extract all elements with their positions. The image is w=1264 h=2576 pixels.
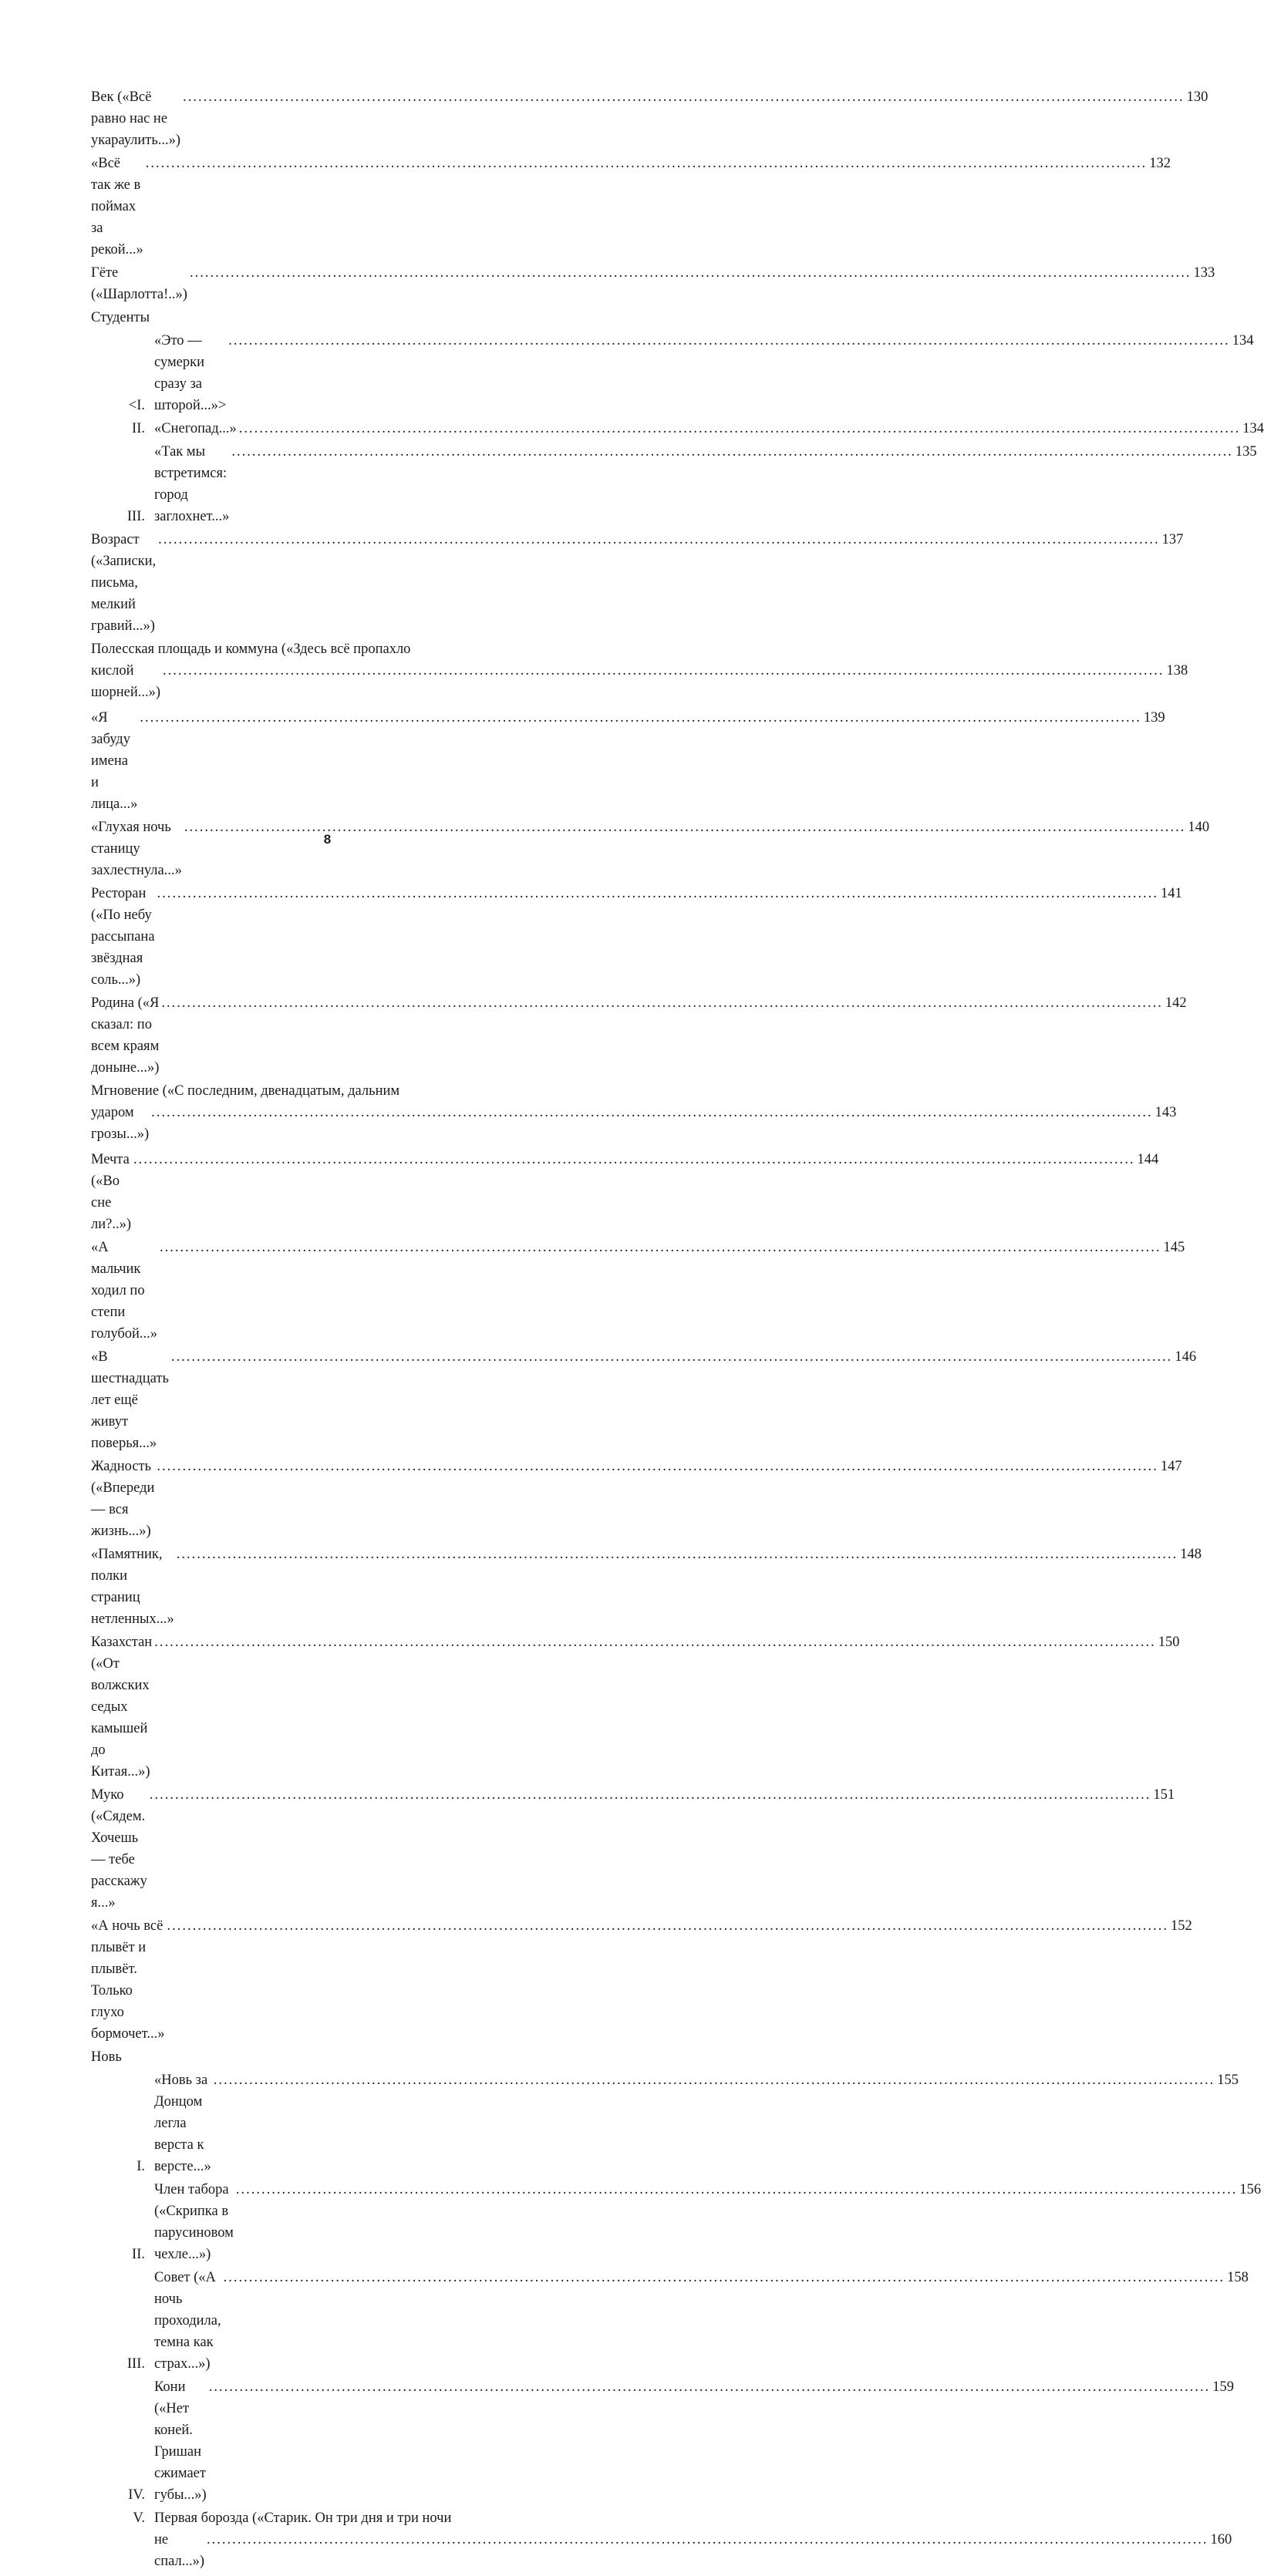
entry-page: 141: [1161, 886, 1182, 901]
dot-leader: [214, 2069, 1215, 2091]
entry-page: 134: [1232, 333, 1254, 349]
entry-number: III.: [126, 509, 145, 524]
entry-title: Родина («Я сказал: по всем краям доныне...»): [91, 995, 160, 1076]
toc-subentry: [91, 418, 1264, 439]
toc-subentry: [91, 2267, 1249, 2375]
toc-entry: [91, 1915, 1192, 2045]
toc-entry: [91, 529, 1184, 637]
entry-page: 156: [1239, 2182, 1262, 2197]
entry-page: 145: [1163, 1240, 1185, 1255]
dot-leader: [160, 1237, 1161, 1258]
entry-page: 148: [1180, 1547, 1202, 1562]
toc-entry: [91, 1080, 1177, 1145]
dot-leader: [236, 2179, 1238, 2201]
toc-entry: [91, 638, 1188, 703]
toc-entry: [91, 1346, 1197, 1454]
entry-page: 135: [1235, 444, 1257, 460]
dot-leader: [228, 330, 1230, 352]
entry-page: 160: [1210, 2532, 1232, 2547]
toc-entry: [91, 707, 1165, 815]
entry-title: Ресторан («По небу рассыпана звёздная соль...»): [91, 886, 155, 988]
toc-entry: [91, 262, 1215, 305]
entry-page: 130: [1186, 89, 1208, 105]
entry-page: 138: [1166, 663, 1188, 679]
entry-title: Возраст («Записки, письма, мелкий гравий...»): [91, 532, 157, 634]
toc-entry: [91, 1544, 1202, 1630]
toc-subentry: [91, 441, 1257, 527]
entry-title: «Я забуду имена и лица...»: [91, 710, 138, 812]
entry-title: «Так мы встретимся: город заглохнет...»: [154, 444, 230, 524]
toc-entry: [91, 1631, 1180, 1783]
dot-leader: [154, 1631, 1156, 1653]
dot-leader: [167, 1915, 1168, 1937]
entry-number: I.: [137, 2159, 145, 2174]
entry-number: III.: [126, 2356, 145, 2372]
toc-entry: [91, 1149, 1159, 1235]
toc-subentry: [91, 2507, 1232, 2572]
entry-page: 158: [1227, 2270, 1249, 2285]
toc-subentry: [91, 2179, 1262, 2265]
entry-title-line1: Первая борозда («Старик. Он три дня и три ночи: [154, 2510, 452, 2526]
entry-title: «Памятник, полки страниц нетленных...»: [91, 1547, 174, 1627]
dot-leader: [224, 2267, 1225, 2288]
entry-title: Муко («Сядем. Хочешь — тебе расскажу я...»: [91, 1787, 147, 1911]
entry-title: «А ночь всё плывёт и плывёт. Только глухо бормочет...»: [91, 1918, 165, 2042]
entry-page: 132: [1149, 156, 1171, 171]
toc-entry: [91, 992, 1187, 1079]
entry-page: 150: [1158, 1635, 1180, 1650]
dot-leader: [163, 660, 1165, 682]
toc-subentry: [91, 330, 1254, 416]
dot-leader: [231, 441, 1233, 463]
entry-title: «Новь за Донцом легла верста к версте...»: [154, 2073, 211, 2174]
entry-number: <I.: [128, 398, 145, 413]
dot-leader: [190, 262, 1192, 284]
dot-leader: [177, 1544, 1178, 1565]
entry-number: II.: [132, 2247, 145, 2262]
dot-leader: [183, 86, 1185, 108]
dot-leader: [209, 2376, 1211, 2398]
entry-title: Гёте («Шарлотта!..»): [91, 265, 187, 302]
entry-page: 143: [1154, 1105, 1177, 1120]
entry-title-line1: Полесская площадь и коммуна («Здесь всё пропахло: [91, 641, 411, 657]
toc-entry: [91, 86, 1208, 151]
toc-entry: [91, 153, 1171, 261]
entry-page: 146: [1175, 1349, 1197, 1365]
dot-leader: [150, 1784, 1151, 1806]
entry-title: «Глухая ночь станицу захлестнула...»: [91, 820, 182, 878]
entry-number: IV.: [128, 2487, 145, 2503]
toc-entry: [91, 1237, 1185, 1345]
entry-title: не спал...»): [154, 2532, 205, 2569]
toc-entry: [91, 817, 1210, 881]
dot-leader: [157, 1456, 1158, 1477]
entry-title: Мечта («Во сне ли?..»): [91, 1152, 132, 1232]
table-of-contents: [91, 86, 1264, 2576]
entry-page: 144: [1137, 1152, 1159, 1167]
entry-page: 134: [1242, 421, 1264, 436]
entry-page: 137: [1161, 532, 1184, 547]
dot-leader: [171, 1346, 1173, 1368]
entry-page: 151: [1153, 1787, 1175, 1803]
dot-leader: [158, 529, 1160, 551]
toc-subentry: [91, 2069, 1239, 2177]
entry-page: 147: [1160, 1459, 1182, 1474]
entry-title-line1: Мгновение («С последним, двенадцатым, дальним: [91, 1083, 400, 1099]
entry-title: Кони («Нет коней. Гришан сжимает губы...»): [154, 2379, 207, 2503]
entry-title: Совет («А ночь проходила, темна как страх...»): [154, 2270, 221, 2372]
entry-title: Век («Всё равно нас не укараулить...»): [91, 89, 181, 148]
entry-number: V.: [133, 2510, 145, 2526]
dot-leader: [133, 1149, 1135, 1170]
dot-leader: [161, 992, 1163, 1014]
dot-leader: [151, 1102, 1153, 1123]
entry-page: 159: [1212, 2379, 1234, 2395]
entry-page: 133: [1193, 265, 1215, 281]
entry-page: 142: [1165, 995, 1187, 1011]
entry-title: «Снегопад...»: [154, 421, 237, 436]
entry-title: «Всё так же в поймах за рекой...»: [91, 156, 143, 258]
entry-title: «В шестнадцать лет ещё живут поверья...»: [91, 1349, 169, 1451]
dot-leader: [239, 418, 1241, 439]
entry-page: 152: [1170, 1918, 1192, 1934]
page-number: 8: [323, 832, 332, 847]
section-heading: Студенты: [91, 310, 150, 325]
entry-number: II.: [132, 421, 145, 436]
dot-leader: [140, 707, 1141, 729]
entry-page: 140: [1188, 820, 1210, 835]
entry-page: 139: [1143, 710, 1165, 726]
dot-leader: [157, 883, 1159, 904]
toc-entry: [91, 1456, 1182, 1542]
entry-title: Жадность («Впереди — вся жизнь...»): [91, 1459, 155, 1539]
section-heading: Новь: [91, 2049, 122, 2065]
entry-page: 155: [1217, 2073, 1239, 2088]
toc-entry: [91, 883, 1182, 991]
entry-title: Член табора («Скрипка в парусиновом чехле...»): [154, 2182, 234, 2262]
entry-title: кислой шорней...»): [91, 663, 161, 700]
toc-subentry: [91, 2376, 1234, 2506]
entry-title: «Это — сумерки сразу за шторой...»>: [154, 333, 227, 413]
dot-leader: [207, 2529, 1208, 2551]
toc-entry: [91, 1784, 1175, 1914]
dot-leader: [146, 153, 1148, 174]
entry-title: ударом грозы...»): [91, 1105, 150, 1142]
entry-title: «А мальчик ходил по степи голубой...»: [91, 1240, 158, 1342]
entry-title: Казахстан («От волжских седых камышей до Китая...»): [91, 1635, 153, 1780]
